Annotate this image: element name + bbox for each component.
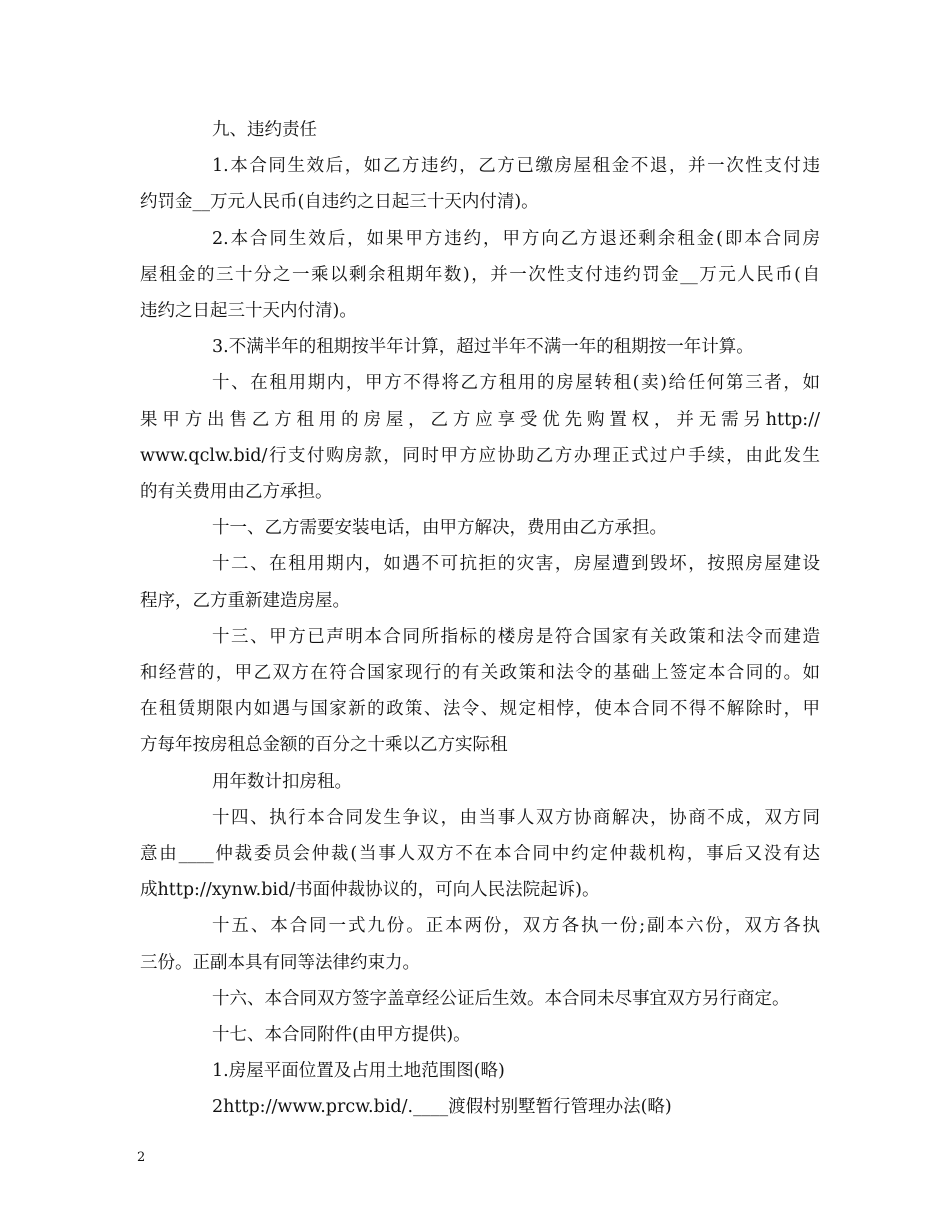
paragraph-line: 三份。正副本具有同等法律约束力。: [140, 953, 420, 973]
paragraph-line: 3.不满半年的租期按半年计算，超过半年不满一年的租期按一年计算。: [212, 337, 754, 357]
paragraph-line: 十二、在租用期内，如遇不可抗拒的灾害，房屋遭到毁坏，按照房屋建设: [212, 554, 820, 574]
page-number: 2: [137, 1150, 146, 1165]
paragraph-line: 十六、本合同双方签字盖章经公证后生效。本合同未尽事宜双方另行商定。: [212, 989, 790, 1009]
paragraph-line: 十四、执行本合同发生争议，由当事人双方协商解决，协商不成，双方同: [212, 808, 820, 828]
paragraph-line: 1.本合同生效后，如乙方违约，乙方已缴房屋租金不退，并一次性支付违: [212, 156, 820, 176]
paragraph-line: 果甲方出售乙方租用的房屋，乙方应享受优先购置权，并无需另http://: [140, 410, 820, 430]
paragraph-line: 程序，乙方重新建造房屋。: [140, 591, 350, 611]
paragraph-line: 和经营的，甲乙双方在符合国家现行的有关政策和法令的基础上签定本合同的。如: [140, 663, 820, 683]
paragraph-line: 在租赁期限内如遇与国家新的政策、法令、规定相悖，使本合同不得不解除时，甲: [140, 699, 820, 719]
paragraph-line: 十五、本合同一式九份。正本两份，双方各执一份;副本六份，双方各执: [212, 916, 820, 936]
section-heading-9: 九、违约责任: [212, 120, 317, 140]
paragraph-line: 2.本合同生效后，如果甲方违约，甲方向乙方退还剩余租金(即本合同房: [212, 229, 820, 249]
paragraph-line: 十七、本合同附件(由甲方提供)。: [212, 1025, 471, 1045]
paragraph-line: 屋租金的三十分之一乘以剩余租期年数)，并一次性支付违约罚金__万元人民币(自: [140, 265, 820, 285]
paragraph-line: 十、在租用期内，甲方不得将乙方租用的房屋转租(卖)给任何第三者，如: [212, 373, 820, 393]
paragraph-line: 十一、乙方需要安装电话，由甲方解决，费用由乙方承担。: [212, 518, 667, 538]
paragraph-line: 用年数计扣房租。: [212, 772, 352, 792]
paragraph-line: 意由____仲裁委员会仲裁(当事人双方不在本合同中约定仲裁机构，事后又没有达: [140, 844, 820, 864]
paragraph-line: www.qclw.bid/行支付购房款，同时甲方应协助乙方办理正式过户手续，由此发生: [140, 446, 820, 466]
paragraph-line: 2http://www.prcw.bid/.____渡假村别墅暂行管理办法(略): [212, 1097, 672, 1117]
paragraph-line: 违约之日起三十天内付清)。: [140, 301, 357, 321]
paragraph-line: 成http://xynw.bid/书面仲裁协议的，可向人民法院起诉)。: [140, 880, 600, 900]
paragraph-line: 的有关费用由乙方承担。: [140, 482, 333, 502]
paragraph-line: 约罚金__万元人民币(自违约之日起三十天内付清)。: [140, 192, 539, 212]
paragraph-line: 1.房屋平面位置及占用土地范围图(略): [212, 1061, 505, 1081]
paragraph-line: 十三、甲方已声明本合同所指标的楼房是符合国家有关政策和法令而建造: [212, 627, 820, 647]
paragraph-line: 方每年按房租总金额的百分之十乘以乙方实际租: [140, 735, 508, 755]
